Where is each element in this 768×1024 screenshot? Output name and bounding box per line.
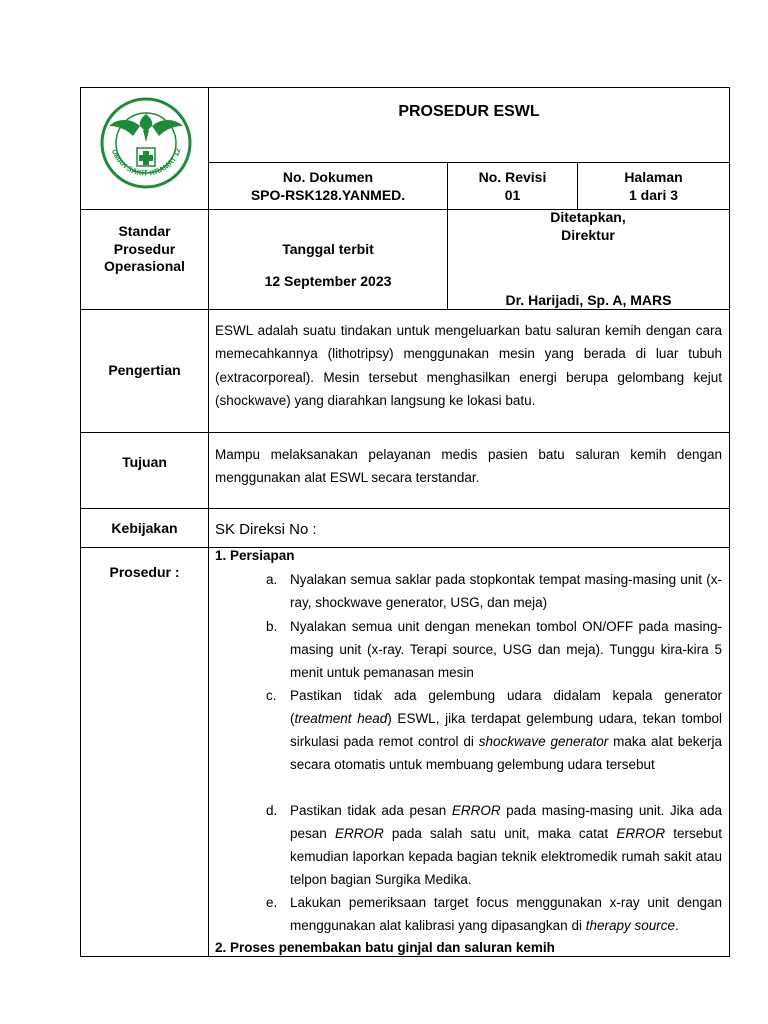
item-b-letter: b. <box>266 619 278 634</box>
hospital-logo <box>99 96 193 190</box>
page-cell <box>578 168 729 204</box>
document-title: PROSEDUR ESWL <box>398 103 540 120</box>
item-d-letter: d. <box>266 803 278 818</box>
item-e-text: Lakukan pemeriksaan target focus menggunakan x-ray unit dengan menggunakan alat kalibrasi yang dipasangkan di therapy source. <box>290 895 722 933</box>
kebijakan-label: Kebijakan <box>111 520 178 536</box>
page-value: 1 dari 3 <box>628 187 679 203</box>
kebijakan-text: SK Direksi No : <box>215 521 317 538</box>
section-proses: 2. Proses penembakan batu ginjal dan saluran kemih <box>215 940 555 955</box>
director-name: Dr. Harijadi, Sp. A, MARS <box>505 292 672 308</box>
issue-date-value: 12 September 2023 <box>264 273 392 289</box>
prosedur-label: Prosedur : <box>109 564 180 580</box>
item-c-letter: c. <box>266 688 277 703</box>
item-a-text: Nyalakan semua saklar pada stopkontak tempat masing-masing unit (x-ray, shockwave generator, USG, dan meja) <box>290 572 722 610</box>
sop-label-line3: Operasional <box>104 258 185 274</box>
approver-title: Direktur <box>561 227 615 243</box>
doc-number-cell <box>209 168 447 204</box>
sop-label-line1: Standar <box>118 223 171 239</box>
sop-label <box>81 223 208 276</box>
pengertian-text: ESWL adalah suatu tindakan untuk mengeluarkan batu saluran kemih dengan cara memecahkannya (lithotripsy) menggunakan mesin yang berada di luar tubuh (extracorporeal). Mesin tersebut menghasilkan energi berupa gelombang kejut (shockwave) yang diarahkan langsung ke lokasi batu. <box>215 323 722 408</box>
item-e-letter: e. <box>266 895 278 910</box>
item-b-text: Nyalakan semua unit dengan menekan tombol ON/OFF pada masing-masing unit (x-ray. Terapi source, USG dan meja). Tunggu kira-kira 5 menit untuk pemanasan mesin <box>290 619 722 680</box>
revision-label: No. Revisi <box>478 169 547 185</box>
tujuan-text: Mampu melaksanakan pelayanan medis pasien batu saluran kemih dengan menggunakan alat ESWL secara terstandar. <box>215 447 722 486</box>
tujuan-label: Tujuan <box>122 454 167 470</box>
approved-label: Ditetapkan, <box>550 209 626 225</box>
revision-cell <box>448 168 577 204</box>
doc-number-label: No. Dokumen <box>282 169 374 185</box>
item-d-text: Pastikan tidak ada pesan ERROR pada masing-masing unit. Jika ada pesan ERROR pada salah satu unit, maka catat ERROR tersebut kemudian laporkan kepada bagian teknik elektromedik rumah sakit atau telpon bagian Surgika Medika. <box>290 803 722 887</box>
sop-label-line2: Prosedur <box>113 240 176 257</box>
doc-number-value: SPO-RSK128.YANMED. <box>250 187 406 203</box>
revision-value: 01 <box>504 187 521 203</box>
logo-ring-text: UMAH SAKIT KRAMAT 12 <box>109 146 183 178</box>
item-a-letter: a. <box>266 572 278 587</box>
issue-date-label: Tanggal terbit <box>282 241 374 257</box>
section-persiapan: 1. Persiapan <box>215 548 295 563</box>
approval-block <box>470 208 706 244</box>
pengertian-label: Pengertian <box>108 362 181 378</box>
item-c-text: Pastikan tidak ada gelembung udara didalam kepala generator (treatment head) ESWL, jika terdapat gelembung udara, tekan tombol sirkulasi pada remot control di shockwave generator maka alat bekerja secara otomatis untuk membuang gelembung udara tersebut <box>290 688 722 772</box>
page-label: Halaman <box>624 169 683 185</box>
